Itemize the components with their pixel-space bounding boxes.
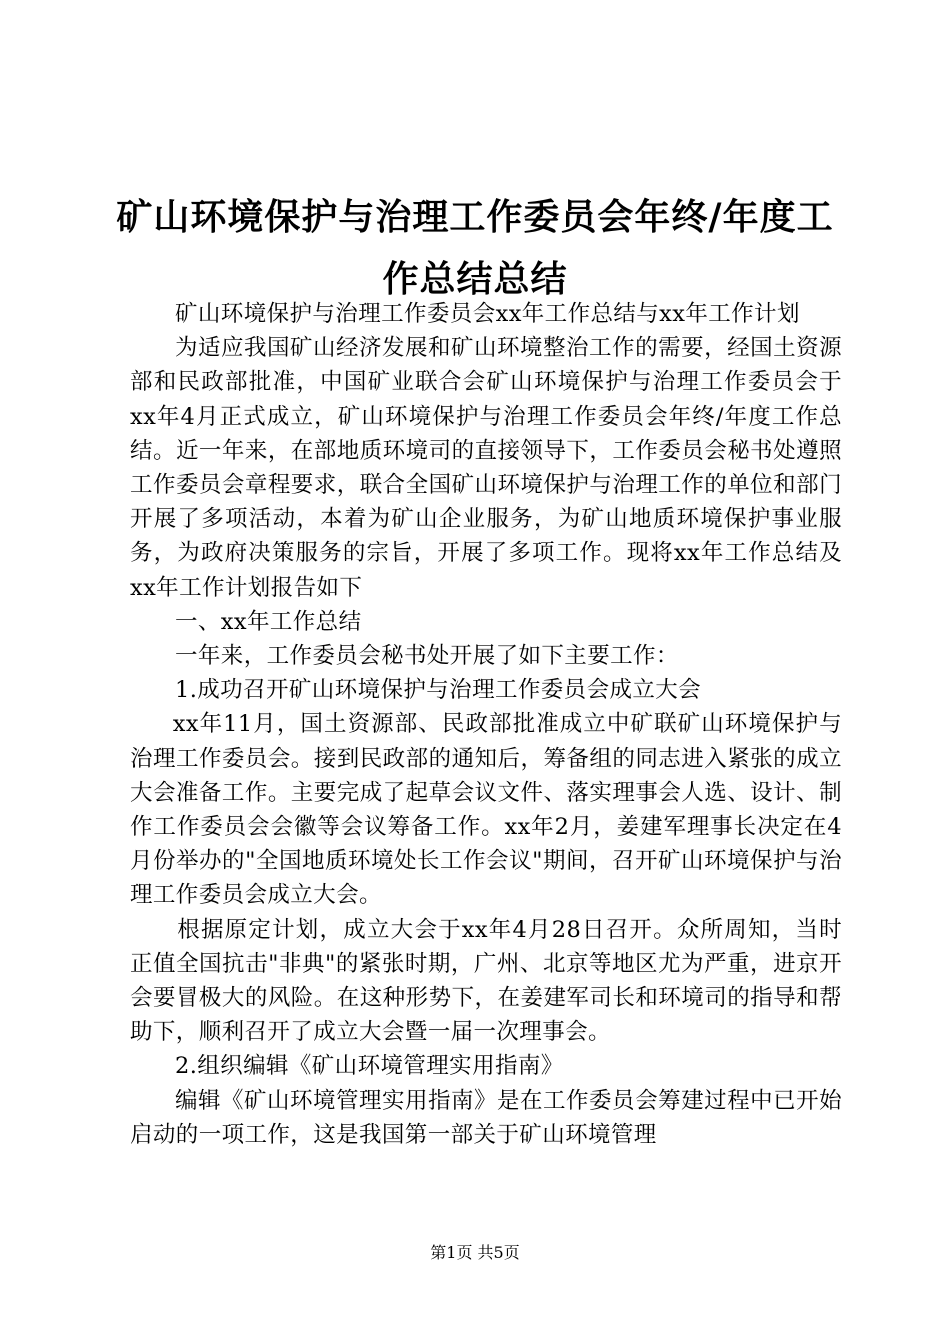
paragraph-intro: 为适应我国矿山经济发展和矿山环境整治工作的需要，经国土资源部和民政部批准，中国矿业联合会矿山环境保护与治理工作委员会于xx年4月正式成立，矿山环境保护与治理工作委员会年终/年度工作总结。近一年来，在部地质环境司的直接领导下，工作委员会秘书处遵照工作委员会章程要求，联合全国矿山环境保护与治理工作的单位和部门开展了多项活动，本着为矿山企业服务，为矿山地质环境保护事业服务，为政府决策服务的宗旨，开展了多项工作。现将xx年工作总结及xx年工作计划报告如下 [130, 335, 842, 601]
title-line-1: 矿山环境保护与治理工作委员会年终/年度工 [116, 196, 834, 238]
paragraph-subtitle: 矿山环境保护与治理工作委员会xx年工作总结与xx年工作计划 [175, 301, 800, 327]
paragraph: xx年11月，国土资源部、民政部批准成立中矿联矿山环境保护与治理工作委员会。接到民政部的通知后，筹备组的同志进入紧张的成立大会准备工作。主要完成了起草会议文件、落实理事会人选、设计、制作工作委员会会徽等会议筹备工作。xx年2月，姜建军理事长决定在4月份举办的"全国地质环境处长工作会议"期间，召开矿山环境保护与治理工作委员会成立大会。 [130, 711, 842, 909]
document-title [100, 186, 850, 310]
item-heading: 1.成功召开矿山环境保护与治理工作委员会成立大会 [175, 677, 702, 704]
section-heading: 一、xx年工作总结 [175, 608, 362, 635]
document-body [130, 297, 842, 1152]
paragraph: 编辑《矿山环境管理实用指南》是在工作委员会筹建过程中已开始启动的一项工作，这是我国第一部关于矿山环境管理 [130, 1087, 842, 1148]
item-heading: 2.组织编辑《矿山环境管理实用指南》 [175, 1053, 564, 1080]
paragraph: 根据原定计划，成立大会于xx年4月28日召开。众所周知，当时正值全国抗击"非典"的紧张时期，广州、北京等地区尤为严重，进京开会要冒极大的风险。在这种形势下，在姜建军司长和环境司的指导和帮助下，顺利召开了成立大会暨一届一次理事会。 [130, 916, 842, 1046]
page-footer: 第1页 共5页 [430, 1243, 520, 1262]
paragraph: 一年来，工作委员会秘书处开展了如下主要工作： [175, 643, 679, 670]
title-line-2: 作总结总结 [382, 258, 568, 300]
